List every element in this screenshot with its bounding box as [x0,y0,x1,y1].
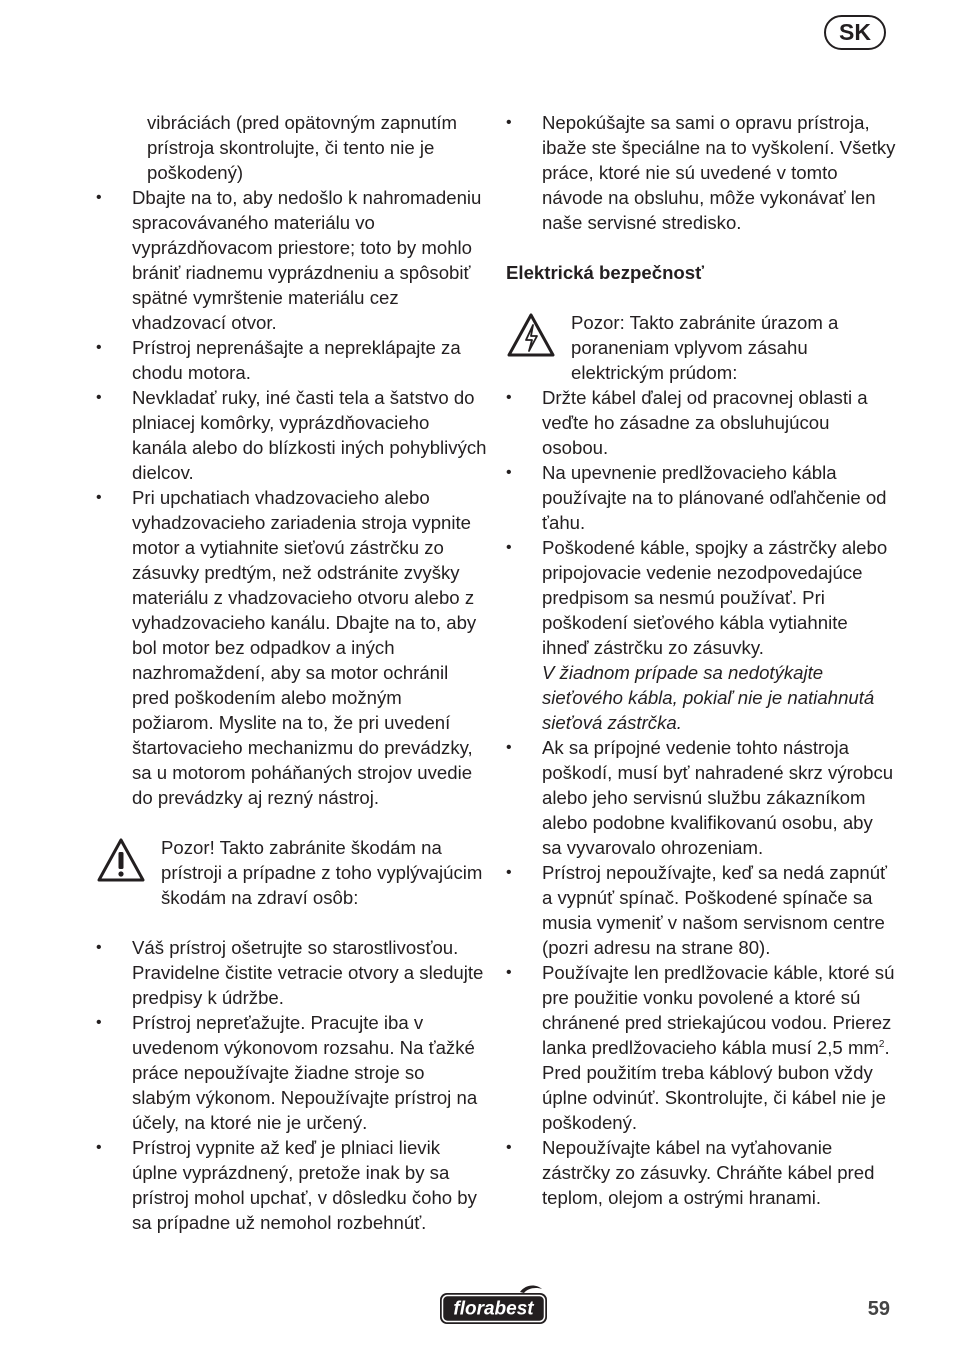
item-text: Poškodené káble, spojky a zástrčky alebo pripojovacie vedenie nezodpovedajúce predpisom sa nesmú používať. Pri poškodení sieťového kábla vytiahnite ihneď zástrčku zo zásuvky. [542,537,888,658]
list-item: • Váš prístroj ošetrujte so starostlivosťou. Pravidelne čistite vetracie otvory a sledujte predpisy k údržbe. [96,935,488,1010]
safety-list-top [506,110,896,235]
caution-text: Pozor! Takto zabránite škodám na prístroji a prípadne z toho vyplývajúcim škodám na zdraví osôb: [161,837,483,908]
warning-triangle-icon [96,837,146,883]
language-badge: SK [824,15,886,50]
page-number: 59 [867,1298,890,1320]
superscript: 2 [878,1038,885,1050]
item-text: . Pred použitím treba káblový bubon vždy úplne odvinúť. Skontrolujte, či kábel nie je poškodený. [542,1037,890,1133]
list-item: • Nepoužívajte kábel na vyťahovanie zástrčky zo zásuvky. Chráňte kábel pred teplom, olejom a ostrými hranami. [506,1135,896,1210]
continuation-text: vibráciách (pred opätovným zapnutím prístroja skontrolujte, či tento nie je poškodený) [147,112,458,183]
florabest-logo [438,1283,550,1327]
electric-safety-list [506,385,896,1210]
section-heading: Elektrická bezpečnosť [506,262,705,283]
list-item: • Na upevnenie predlžovacieho kábla používajte na to plánované odľahčenie od ťahu. [506,460,896,535]
right-column [506,110,896,1210]
list-item: • Prístroj vypnite až keď je plniaci lievik úplne vyprázdnený, pretože inak by sa prístroj mohol upchať, v dôsledku čoho by sa prípadne už nemohol rozbehnúť. [96,1135,488,1235]
list-item [506,960,896,1135]
list-item: • Nevkladať ruky, iné časti tela a šatstvo do plniacej komôrky, vyprázdňovacieho kanála alebo do blízkosti iných pohyblivých dielcov. [96,385,488,485]
list-item: • Prístroj nepreťažujte. Pracujte iba v uvedenom výkonovom rozsahu. Na ťažké práce nepoužívajte žiadne stroje so slabým výkonom. Nepoužívajte prístroj na účely, na ktoré nie je určený. [96,1010,488,1135]
list-item: • Prístroj nepoužívajte, keď sa nedá zapnúť a vypnúť spínač. Poškodené spínače sa musia vymeniť v našom servisnom centre (pozri adresu na strane 80). [506,860,896,960]
safety-list-b [96,935,488,1235]
electric-warning-text: Pozor: Takto zabránite úrazom a poraneniam vplyvom zásahu elektrickým prúdom: [571,312,839,383]
italic-note: V žiadnom prípade sa nedotýkajte sieťového kábla, pokiaľ nie je natiahnutá sieťová zástrčka. [542,662,875,733]
list-item [506,535,896,735]
list-item: • Držte kábel ďalej od pracovnej oblasti a veďte ho zásadne za obsluhujúcou osobou. [506,385,896,460]
list-item: • Pri upchatiach vhadzovacieho alebo vyhadzovacieho zariadenia stroja vypnite motor a vytiahnite sieťovú zástrčku zo zásuvky predtým, než odstránite zvyšky materiálu z vhadzovacieho otvoru alebo z vyhadzovacieho kanálu. Dbajte na to, aby bol motor bez odpadkov a iných nazhromaždení, aby sa motor ochránil pred poškodením alebo možným požiarom. Myslite na to, že pri uvedení štartovacieho mechanizmu do prevádzky, sa u motorom poháňaných strojov uvedie do prevádzky aj rezný nástroj. [96,485,488,810]
item-text: Používajte len predlžovacie káble, ktoré sú pre použitie vonku povolené a ktoré sú chránené pred striekajúcou vodou. Prierez lanka predlžovacieho kábla musí 2,5 mm [542,962,895,1058]
electric-warning-note [506,310,896,385]
safety-list-a [96,185,488,810]
list-item: • Ak sa prípojné vedenie tohto nástroja poškodí, musí byť nahradené skrz výrobcu alebo jeho servisnú službu zákazníkom alebo podobne kvalifikovanú osobu, aby sa vyvarovalo ohrozeniam. [506,735,896,860]
left-column [96,110,488,1235]
electric-shock-icon [506,312,556,358]
list-item: • Prístroj neprenášajte a nepreklápajte za chodu motora. [96,335,488,385]
caution-note [96,835,488,910]
logo-text: florabest [453,1298,534,1320]
list-item: • Nepokúšajte sa sami o opravu prístroja, ibaže ste špeciálne na to vyškolení. Všetky práce, ktoré nie sú uvedené v tomto návode na obsluhu, môže vykonávať len naše servisné stredisko. [506,110,896,235]
list-item: • Dbajte na to, aby nedošlo k nahromadeniu spracovávaného materiálu vo vyprázdňovacom priestore; toto by mohlo brániť riadnemu vyprázdneniu a spôsobiť spätné vymrštenie materiálu cez vhadzovací otvor. [96,185,488,335]
